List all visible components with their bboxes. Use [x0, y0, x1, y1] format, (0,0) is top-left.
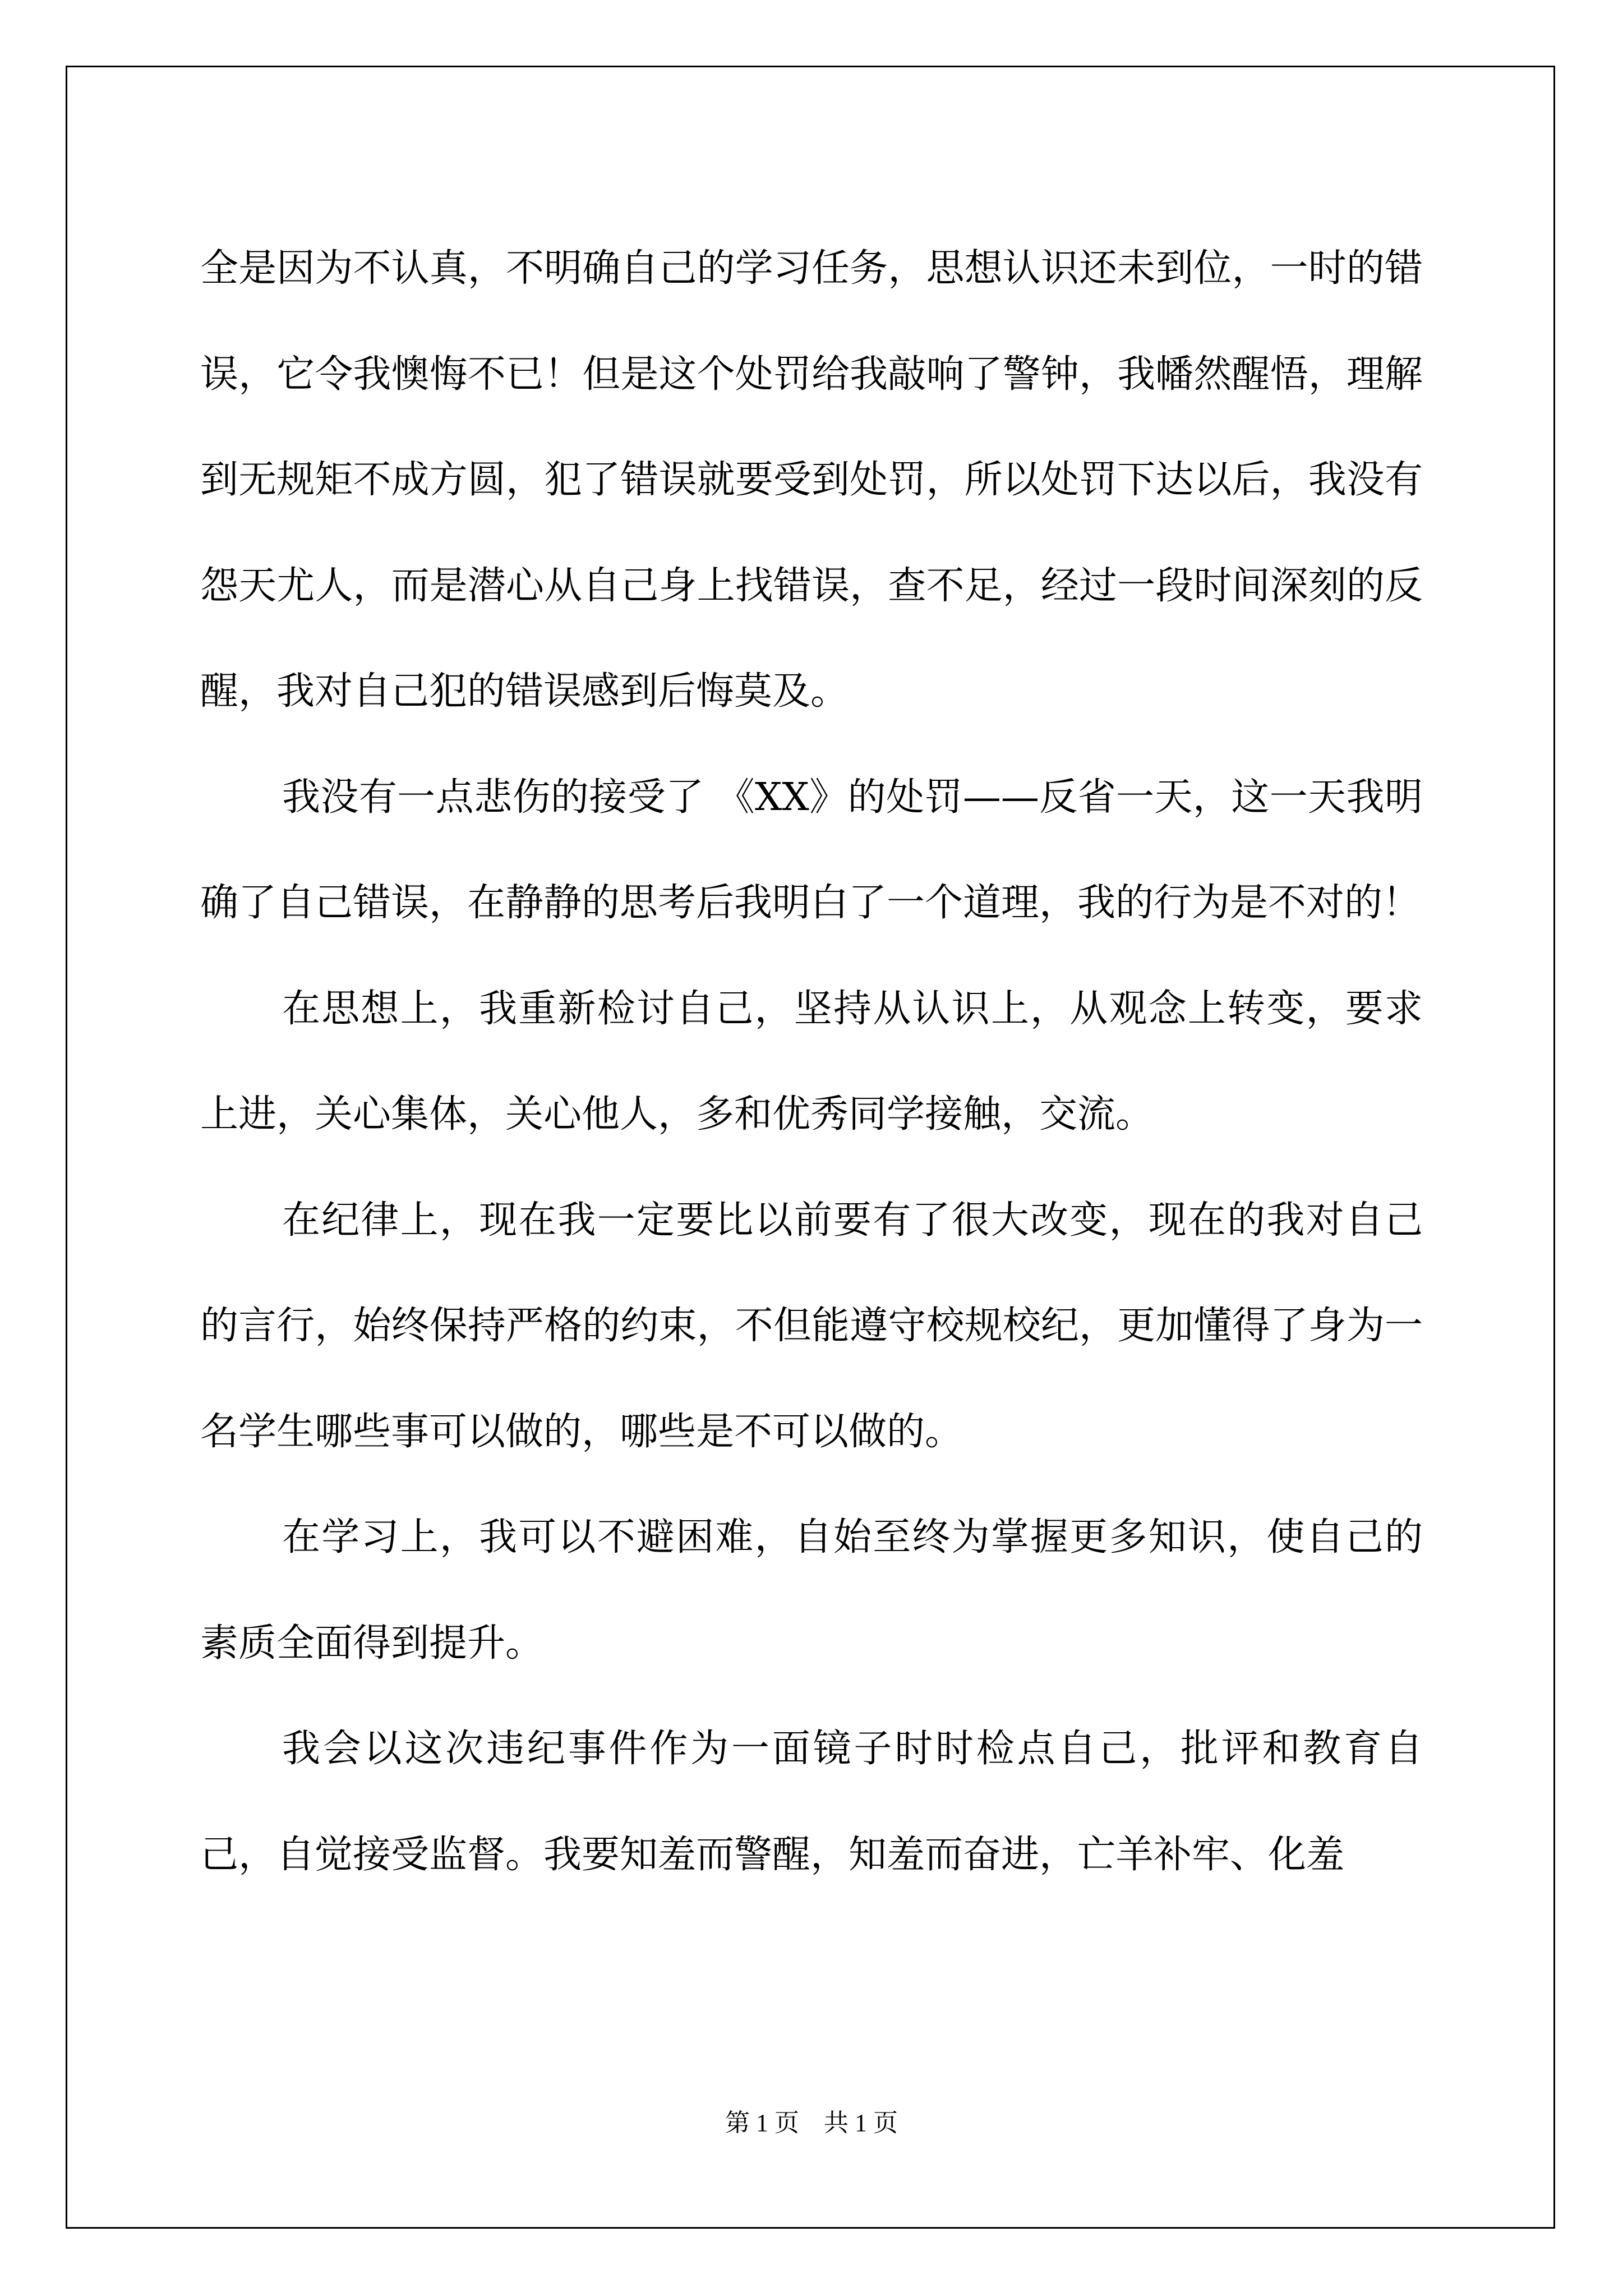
paragraph-3: 在思想上，我重新检讨自己，坚持从认识上，从观念上转变，要求上进，关心集体，关心他人，多和优秀同学接触，交流。: [200, 986, 1423, 1137]
paragraph-1: 全是因为不认真，不明确自己的学习任务，思想认识还未到位，一时的错误，它令我懊悔不已！但是这个处罚给我敲响了警钟，我幡然醒悟，理解到无规矩不成方圆，犯了错误就要受到处罚，所以处罚下达以后，我没有怨天尤人，而是潜心从自己身上找错误，查不足，经过一段时间深刻的反醒，我对自己犯的错误感到后悔莫及。: [200, 246, 1423, 714]
document-body: [200, 216, 1423, 1908]
paragraph-5: 在学习上，我可以不避困难，自始至终为掌握更多知识，使自己的素质全面得到提升。: [200, 1515, 1423, 1665]
paragraph-2: 我没有一点悲伤的接受了 《XX》的处罚——反省一天，这一天我明确了自己错误，在静静的思考后我明白了一个道理，我的行为是不对的！: [200, 775, 1423, 925]
paragraph-6: 我会以这次违纪事件作为一面镜子时时检点自己，批评和教育自己，自觉接受监督。我要知羞而警醒，知羞而奋进，亡羊补牢、化羞: [200, 1727, 1423, 1877]
paragraph-4: 在纪律上，现在我一定要比以前要有了很大改变，现在的我对自己的言行，始终保持严格的约束，不但能遵守校规校纪，更加懂得了身为一名学生哪些事可以做的，哪些是不可以做的。: [200, 1198, 1423, 1454]
page-number-footer: 第 1 页 共 1 页: [725, 2109, 898, 2137]
